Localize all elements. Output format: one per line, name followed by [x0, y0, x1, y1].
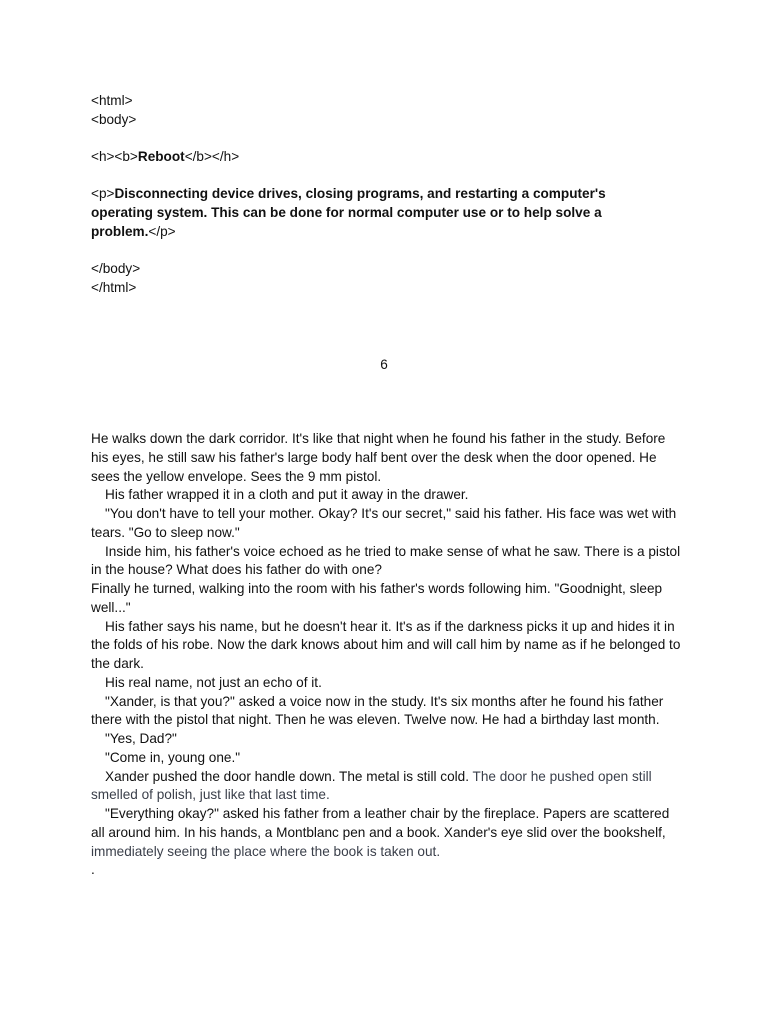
story-sentence: Xander pushed the door handle down. The metal is still cold. — [105, 768, 469, 784]
blank-line — [91, 166, 631, 184]
heading-word: Reboot — [137, 149, 185, 164]
story-paragraph: "Xander, is that you?" asked a voice now in the study. It's six months after he found his father there with the pistol that night. Then he was eleven. Twelve now. He had a birthday last month. — [91, 693, 664, 728]
story-sentence: "Everything okay?" asked his father from a leather chair by the fireplace. Papers are scattered all around him. In his hands, a Montblanc pen and a book. Xander's eye slid over the bookshelf, — [91, 806, 670, 840]
story-sentence: immediately seeing the place where the book is taken out. — [91, 843, 441, 859]
story-paragraph: "Yes, Dad?" — [105, 731, 177, 746]
story-paragraph: He walks down the dark corridor. It's like that night when he found his father in the study. Before his eyes, he still saw his father's large body half bent over the desk when the door opened. He sees the yellow envelope. Sees the 9 mm pistol. — [91, 431, 666, 484]
body-close-tag: </body> — [91, 261, 141, 276]
story-paragraph — [91, 805, 681, 861]
blank-line — [91, 129, 631, 147]
definition-text: Disconnecting device drives, closing programs, and restarting a computer's operating system. This can be done for normal computer use or to help solve a problem. — [91, 186, 610, 239]
heading-open-tags: <h><b> — [91, 149, 138, 164]
definition-paragraph — [91, 184, 631, 241]
story-paragraph: His father says his name, but he doesn't hear it. It's as if the darkness picks it up and hides it in the folds of his robe. Now the dark knows about him and will call him by name as if he belonged to the dark. — [91, 618, 681, 671]
blank-line — [91, 241, 631, 259]
story-sentence: The door he pushed open still smelled of polish, just like that last time. — [91, 768, 652, 803]
html-snippet — [91, 91, 631, 297]
p-close-tag: </p> — [148, 224, 176, 239]
html-open-tag: <html> — [91, 93, 133, 108]
story-text — [91, 430, 681, 880]
story-paragraph: "You don't have to tell your mother. Okay? It's our secret," said his father. His face was wet with tears. "Go to sleep now." — [91, 506, 677, 540]
story-paragraph: His real name, not just an echo of it. — [105, 674, 322, 690]
heading-close-tags: </b></h> — [184, 149, 240, 164]
story-paragraph: "Come in, young one." — [105, 749, 241, 765]
story-paragraph: His father wrapped it in a cloth and put it away in the drawer. — [105, 487, 469, 503]
html-close-tag: </html> — [91, 280, 137, 295]
story-paragraph: Inside him, his father's voice echoed as he tried to make sense of what he saw. There is a pistol in the house? What does his father do with one? — [91, 543, 681, 578]
story-paragraph — [91, 768, 681, 806]
story-paragraph: Finally he turned, walking into the room with his father's words following him. "Goodnight, sleep well..." — [91, 581, 663, 615]
page-number: 6 — [380, 357, 388, 372]
trailing-period: . — [91, 862, 95, 878]
body-open-tag: <body> — [91, 112, 137, 127]
p-open-tag: <p> — [91, 186, 115, 201]
heading-line — [91, 147, 631, 166]
